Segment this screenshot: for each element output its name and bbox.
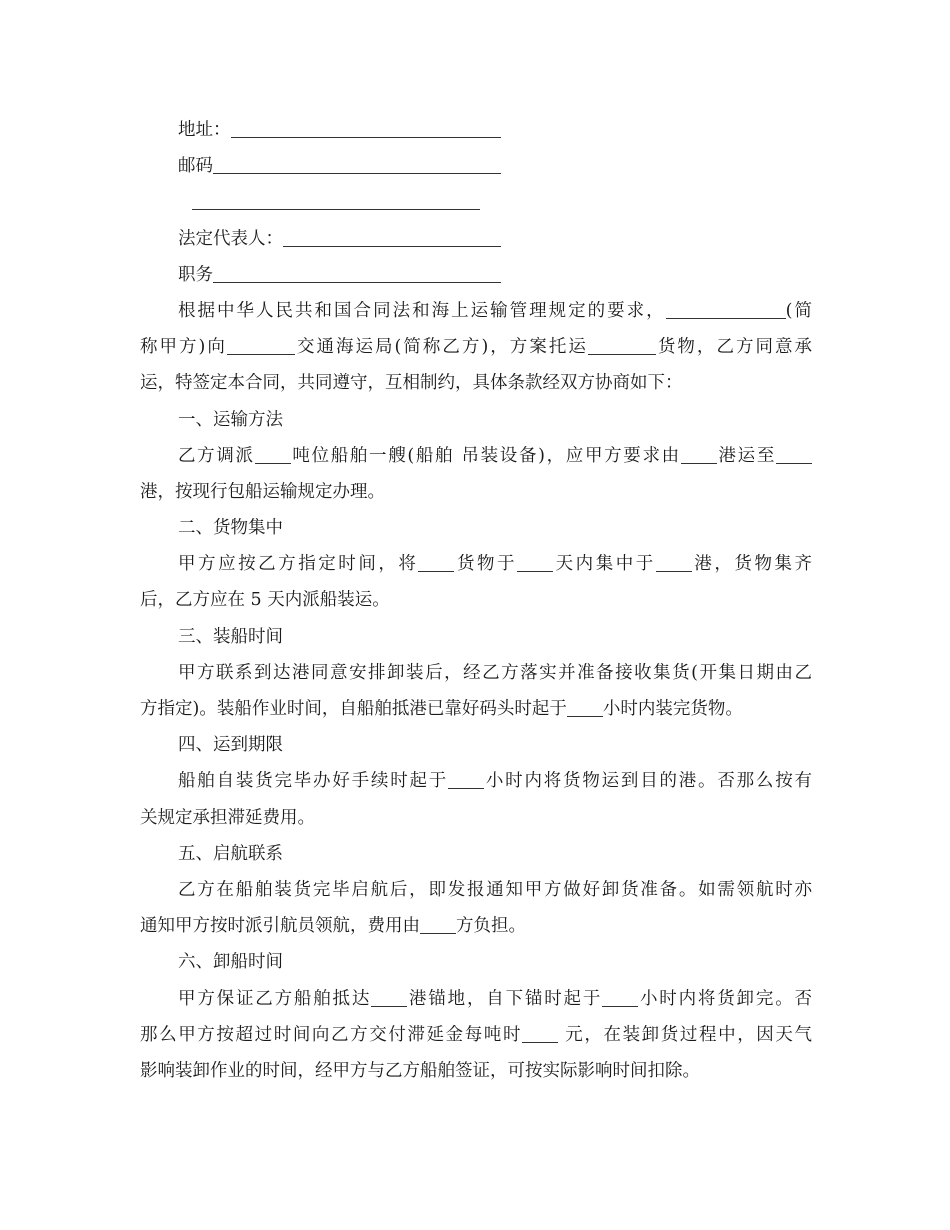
section-1-heading: 一、运输方法: [178, 409, 283, 430]
section-5-heading: 五、启航联系: [178, 843, 283, 864]
rep-label: 法定代表人：: [178, 228, 283, 249]
section-5-line-2: 通知甲方按时派引航员领航，费用由 方负担。: [140, 916, 526, 937]
extra-blank-line: [140, 184, 812, 220]
title-label: 职务: [178, 264, 213, 285]
extra-blank: [192, 192, 480, 211]
party-a-blank: [666, 300, 786, 319]
contract-body: [140, 112, 812, 1089]
section-3-line-2: 方指定)。装船作业时间，自船舶抵港已靠好码头时起于 小时内装完货物。: [140, 699, 743, 719]
section-3-line-1: 甲方联系到达港同意安排卸装后，经乙方落实并准备接收集货(开集日期由乙: [178, 662, 812, 683]
section-3-heading: 三、装船时间: [178, 626, 283, 647]
section-2-line-2: 后，乙方应在 5 天内派船装运。: [140, 590, 390, 611]
address-blank: [231, 120, 501, 139]
section-1-line-1: 乙方调派 吨位船舶一艘(船舶 吊装设备)，应甲方要求由 港运至: [140, 438, 812, 474]
rep-field: [140, 221, 812, 257]
bureau-blank: [227, 337, 295, 356]
intro-line-1: 根据中华人民共和国合同法和海上运输管理规定的要求， (简: [178, 300, 813, 321]
title-field: [140, 257, 812, 293]
section-2-line-1: 甲方应按乙方指定时间，将 货物于 天内集中于 港，货物集齐: [178, 554, 813, 575]
cargo-blank: [588, 337, 656, 356]
section-4-line-2: 关规定承担滞延费用。: [140, 807, 315, 828]
section-6-line-1: 甲方保证乙方船舶抵达 港锚地，自下锚时起于 小时内将货卸完。否: [178, 988, 813, 1009]
address-field: [140, 112, 812, 148]
section-1-line-2: 港，按现行包船运输规定办理。: [140, 481, 385, 502]
rep-blank: [283, 228, 501, 247]
postcode-label: 邮码: [178, 156, 213, 177]
section-5-line-1: 乙方在船舶装货完毕启航后，即发报通知甲方做好卸货准备。如需领航时亦: [178, 879, 812, 900]
intro-line-3: 运，特签定本合同，共同遵守，互相制约，具体条款经双方协商如下：: [140, 373, 683, 394]
postcode-blank: [213, 156, 501, 175]
section-4-line-1: 船舶自装货完毕办好手续时起于 小时内将货物运到目的港。否那么按有: [178, 771, 813, 792]
section-6-heading: 六、卸船时间: [178, 952, 283, 973]
section-6-line-3: 影响装卸作业的时间，经甲方与乙方船舶签证，可按实际影响时间扣除。: [140, 1060, 700, 1081]
title-blank: [213, 264, 501, 283]
section-6-line-2: 那么甲方按超过时间向乙方交付滞延金每吨时 元，在装卸货过程中，因天气: [140, 1024, 813, 1045]
intro-line-2: 称甲方)向 交通海运局(简称乙方)，方案托运 货物，乙方同意承: [140, 337, 813, 358]
postcode-field: [140, 148, 812, 184]
section-4-heading: 四、运到期限: [178, 735, 283, 756]
section-2-heading: 二、货物集中: [178, 518, 283, 539]
address-label: 地址：: [178, 120, 231, 140]
